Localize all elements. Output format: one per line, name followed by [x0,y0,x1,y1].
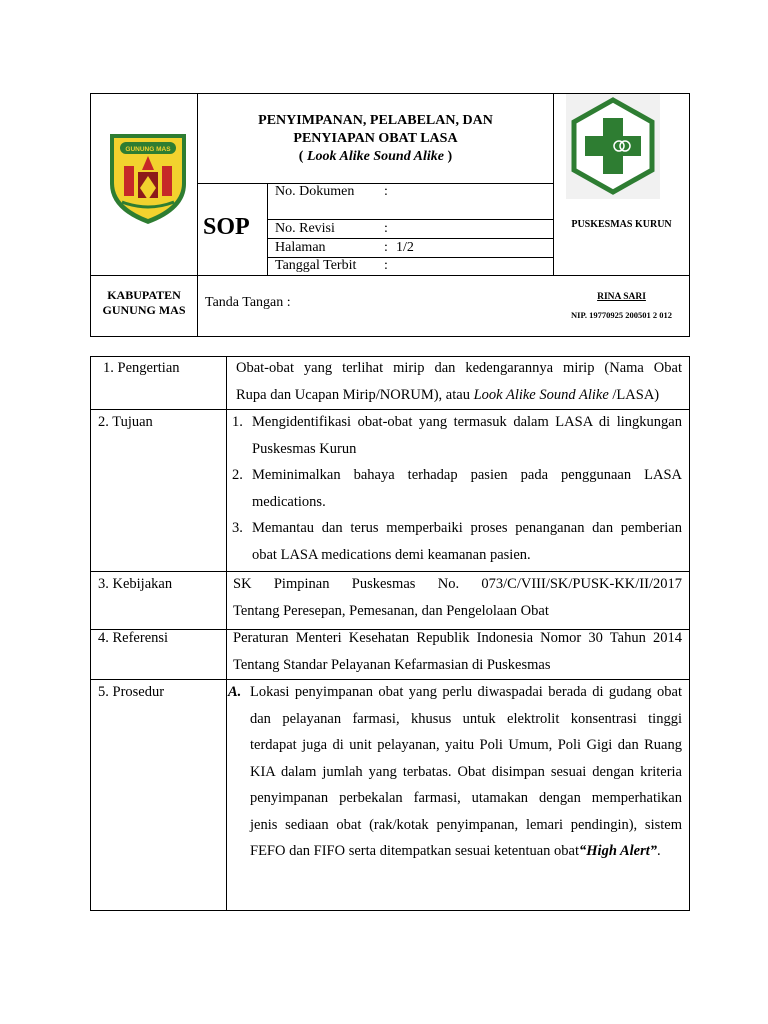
field-halaman: Halaman : 1/2 [275,240,414,255]
tujuan-item: 1. Mengidentifikasi obat-obat yang termasuk dalam LASA di lingkungan Puskesmas Kurun [232,414,682,457]
kabupaten-label: KABUPATEN GUNUNG MAS [102,288,186,317]
signer-name: RINA SARI [597,292,646,302]
puskesmas-logo [566,94,660,199]
label-kebijakan: 3. Kebijakan [98,576,173,592]
puskesmas-name: PUSKESMAS KURUN [571,219,672,230]
pengertian-text: Obat-obat yang terlihat mirip dan kedengarannya mirip (Nama Obat Rupa dan Ucapan Mirip/NORUM), atau Look Alike Sound Alike /LASA) [236,360,682,403]
tujuan-item: 2. Meminimalkan bahaya terhadap pasien pada penggunaan LASA medications. [232,467,682,510]
tujuan-item: 3. Memantau dan terus memperbaiki proses penanganan dan pemberian obat LASA medications demi keamanan pasien. [232,520,682,563]
prosedur-text: Lokasi penyimpanan obat yang perlu diwaspadai berada di gudang obat dan pelayanan farmasi, khusus untuk elektrolit konsentrasi tinggi terdapat juga di unit pelayanan, yaitu Poli Umum, Poli Gigi dan Ruang KIA dalam jumlah yang terbatas. Obat disimpan sesuai dengan kriteria penyimpanan perbekalan farmasi, utamakan dengan memperhatikan jenis sediaan obat (rak/kotak penyimpanan, lemari pendingin), sistem FEFO dan FIFO serta ditempatkan sesuai ketentuan obat“High Alert”. [250,684,682,859]
sop-title-line2: PENYIAPAN OBAT LASA [293,131,458,146]
tujuan-list [232,409,682,568]
gunung-mas-logo [104,126,192,226]
sop-title-line3: ( Look Alike Sound Alike ) [298,149,453,164]
field-no-revisi: No. Revisi : [275,221,388,236]
halaman-value: 1/2 [396,240,414,255]
prosedur-marker: A. [228,684,242,700]
kebijakan-text: SK Pimpinan Puskesmas No. 073/C/VIII/SK/PUSK-KK/II/2017 Tentang Peresepan, Pemesanan, dan Pengelolaan Obat [233,576,682,619]
high-alert-text: “High Alert” [579,843,658,859]
label-pengertian: 1. Pengertian [103,360,180,376]
label-prosedur: 5. Prosedur [98,684,165,700]
logo-text: GUNUNG MAS [125,146,171,153]
field-no-dokumen: No. Dokumen : [275,184,388,199]
sop-title-line1: PENYIMPANAN, PELABELAN, DAN [258,113,493,128]
referensi-text: Peraturan Menteri Kesehatan Republik Indonesia Nomor 30 Tahun 2014 Tentang Standar Pelayanan Kefarmasian di Puskesmas [233,630,682,673]
label-tujuan: 2. Tujuan [98,414,153,430]
field-tanggal-terbit: Tanggal Terbit : [275,258,388,273]
sop-label: SOP [203,214,250,240]
tanda-tangan-label: Tanda Tangan : [205,295,291,310]
signer-nip: NIP. 19770925 200501 2 012 [571,310,672,320]
label-referensi: 4. Referensi [98,630,169,646]
